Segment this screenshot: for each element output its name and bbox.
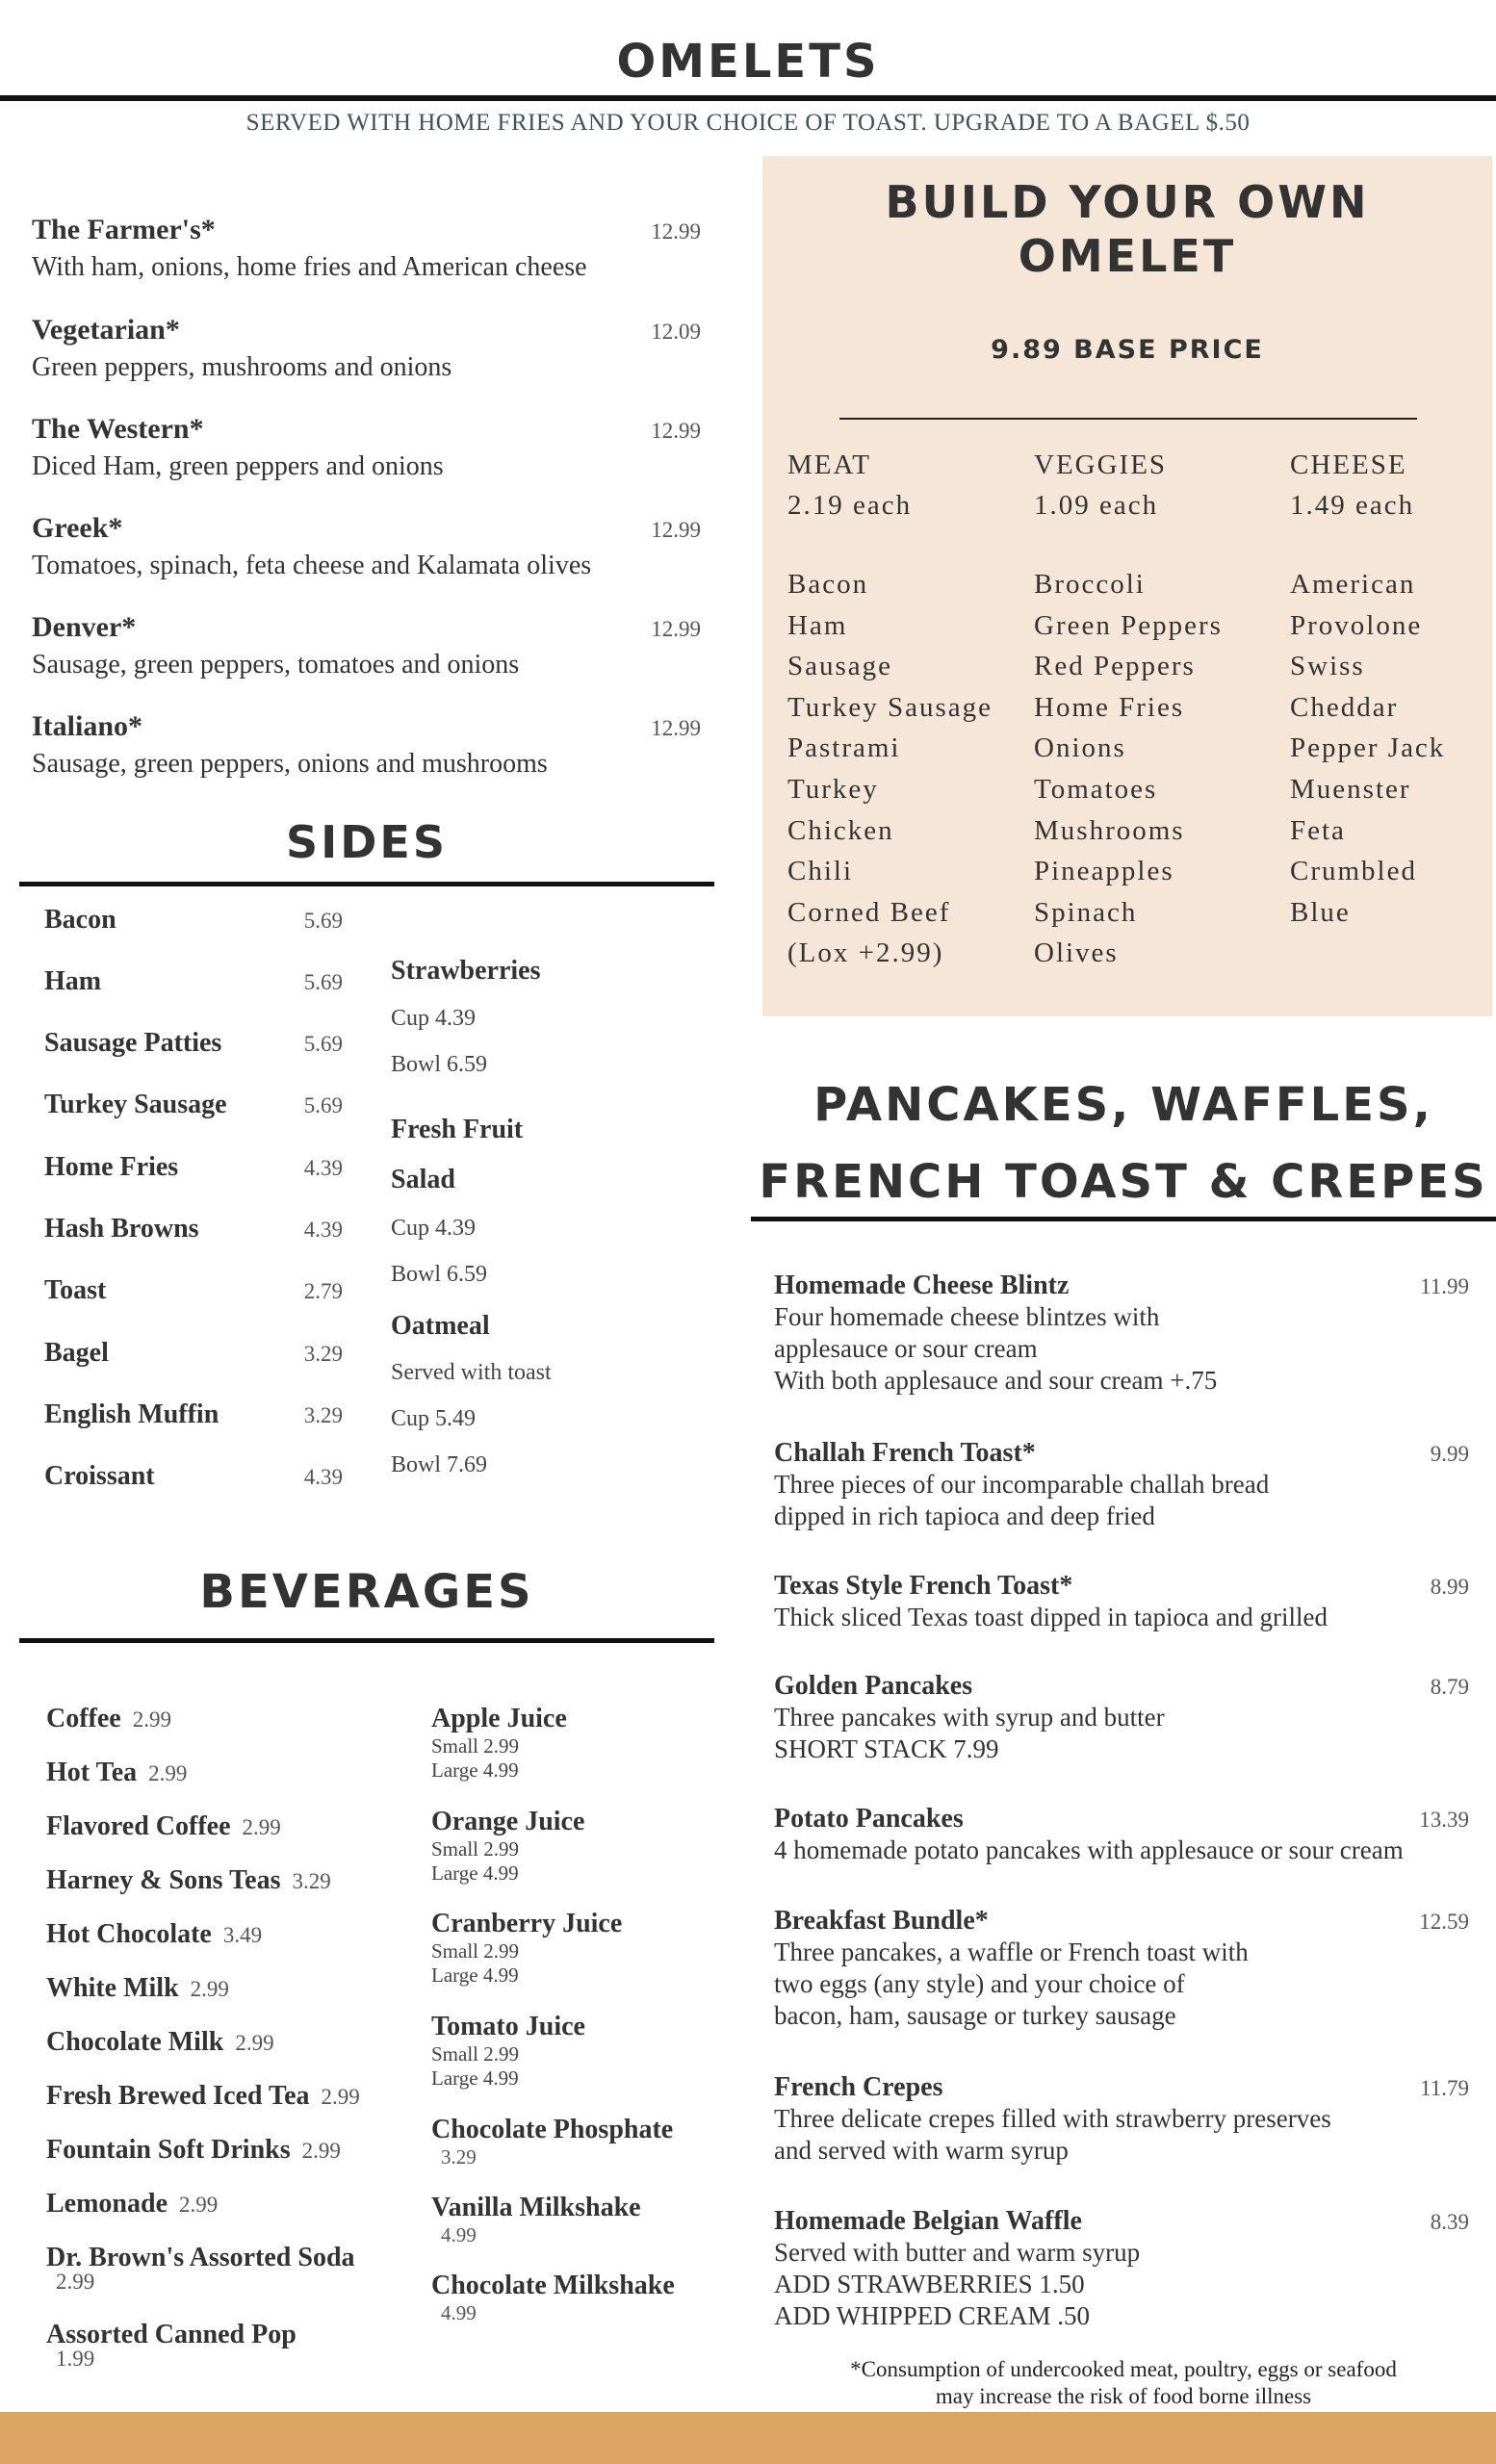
byo-cheese-price: 1.49 each xyxy=(1290,490,1415,521)
omelet-name: Italiano* xyxy=(32,710,143,742)
list-item: Tomatoes xyxy=(1034,773,1158,805)
pancake-item xyxy=(774,1804,1469,1866)
beverage-price: 1.99 xyxy=(56,2347,95,2371)
beverage-item xyxy=(46,2189,218,2220)
side-oatmeal xyxy=(391,1307,552,1488)
beverage-name: Hot Chocolate xyxy=(46,1919,212,1949)
side-cup-price: Cup 4.39 xyxy=(391,1006,477,1031)
list-item: Pineapples xyxy=(1034,856,1174,887)
pancake-name: Breakfast Bundle* xyxy=(774,1906,989,1936)
pancake-name: Homemade Belgian Waffle xyxy=(774,2206,1082,2236)
list-item: Corned Beef xyxy=(787,896,951,928)
list-item: Chili xyxy=(787,856,854,887)
beverage-item xyxy=(46,1704,171,1734)
side-bowl-price: Bowl 6.59 xyxy=(391,1262,488,1287)
byo-cheese-list xyxy=(1290,564,1445,933)
list-item: (Lox +2.99) xyxy=(787,937,944,969)
footnote-line2: may increase the risk of food borne illness xyxy=(935,2384,1312,2408)
omelet-desc: Green peppers, mushrooms and onions xyxy=(32,352,452,382)
side-note: Served with toast xyxy=(391,1360,552,1385)
omelets-title: OMELETS xyxy=(616,35,880,89)
omelet-name: The Western* xyxy=(32,413,204,445)
pancake-desc-line: SHORT STACK 7.99 xyxy=(774,1734,999,1763)
list-item: Pepper Jack xyxy=(1290,732,1446,764)
shake-price: 4.99 xyxy=(441,2223,477,2246)
pancake-price: 8.79 xyxy=(1430,1675,1469,1699)
beverage-name: Chocolate Milk xyxy=(46,2027,224,2057)
pancake-item xyxy=(774,2206,1469,2332)
side-name: English Muffin xyxy=(44,1399,219,1429)
side-price: 4.39 xyxy=(303,1465,343,1489)
omelet-desc: Diced Ham, green peppers and onions xyxy=(32,451,444,481)
list-item: Pastrami xyxy=(787,732,901,764)
pancake-desc-line: applesauce or sour cream xyxy=(774,1334,1038,1363)
juice-name: Apple Juice xyxy=(431,1704,567,1733)
list-item: American xyxy=(1290,569,1416,600)
omelet-price: 12.99 xyxy=(651,518,701,542)
pancake-item xyxy=(774,1438,1469,1532)
beverage-price: 2.99 xyxy=(242,1815,281,1839)
side-item xyxy=(44,1275,343,1306)
shake-name: Chocolate Milkshake xyxy=(431,2271,675,2300)
pancake-name: Golden Pancakes xyxy=(774,1671,973,1701)
omelet-desc: Sausage, green peppers, onions and mushrooms xyxy=(32,749,548,779)
pancake-name: Challah French Toast* xyxy=(774,1438,1036,1468)
pancake-item xyxy=(774,2072,1469,2167)
juice-name: Cranberry Juice xyxy=(431,1909,623,1938)
byo-veggies-price: 1.09 each xyxy=(1034,490,1159,521)
omelet-price: 12.99 xyxy=(651,219,701,244)
pancake-price: 12.59 xyxy=(1419,1910,1469,1934)
side-name: Sausage Patties xyxy=(44,1028,222,1058)
side-name: Hash Browns xyxy=(44,1214,199,1244)
juice-large-price: Large 4.99 xyxy=(431,1861,519,1885)
side-item xyxy=(44,1090,343,1120)
beverage-item xyxy=(46,1919,262,1950)
side-name: Turkey Sausage xyxy=(44,1090,227,1119)
omelet-price: 12.09 xyxy=(651,320,701,344)
omelet-name: Greek* xyxy=(32,512,123,544)
omelet-desc: Tomatoes, spinach, feta cheese and Kalamata olives xyxy=(32,551,592,580)
beverage-price: 2.99 xyxy=(132,1707,171,1732)
pancake-name: French Crepes xyxy=(774,2072,943,2102)
omelet-item xyxy=(32,413,701,482)
side-price: 5.69 xyxy=(303,909,343,933)
byo-veggies-list xyxy=(1034,564,1223,974)
list-item: Sausage xyxy=(787,651,893,682)
pancakes-title xyxy=(751,1066,1496,1220)
side-item xyxy=(44,1028,343,1059)
beverage-price: 3.29 xyxy=(292,1869,331,1893)
side-item xyxy=(44,1461,343,1492)
omelet-item xyxy=(32,710,701,780)
list-item: Blue xyxy=(1290,896,1351,928)
beverage-price: 2.99 xyxy=(56,2270,95,2294)
omelet-price: 12.99 xyxy=(651,419,701,443)
side-item xyxy=(44,1214,343,1245)
side-item xyxy=(44,905,343,936)
side-name: Strawberries xyxy=(391,956,541,986)
beverage-name: Fountain Soft Drinks xyxy=(46,2135,291,2165)
pancake-desc-line: two eggs (any style) and your choice of xyxy=(774,1969,1185,1998)
juice-small-price: Small 2.99 xyxy=(431,1939,520,1963)
pancake-name: Homemade Cheese Blintz xyxy=(774,1270,1070,1300)
beverage-name: Harney & Sons Teas xyxy=(46,1865,281,1895)
juice-name: Orange Juice xyxy=(431,1807,585,1836)
byo-meat-price: 2.19 each xyxy=(787,490,913,521)
omelet-item xyxy=(32,611,701,680)
omelet-price: 12.99 xyxy=(651,716,701,740)
side-name: Croissant xyxy=(44,1461,155,1491)
side-cup-price: Cup 5.49 xyxy=(391,1406,477,1431)
side-item xyxy=(44,966,343,997)
list-item: Crumbled xyxy=(1290,856,1417,887)
list-item: Cheddar xyxy=(1290,691,1399,723)
beverage-name: Flavored Coffee xyxy=(46,1811,231,1841)
pancake-desc-line: bacon, ham, sausage or turkey sausage xyxy=(774,2001,1176,2030)
byo-cheese-column xyxy=(1290,445,1445,933)
side-strawberries xyxy=(391,953,541,1088)
beverage-item xyxy=(46,2243,355,2295)
omelet-price: 12.99 xyxy=(651,617,701,641)
shake-price: 3.29 xyxy=(441,2145,477,2169)
juice-item xyxy=(431,2012,585,2091)
pancake-desc-line: ADD WHIPPED CREAM .50 xyxy=(774,2301,1091,2330)
beverage-name: Dr. Brown's Assorted Soda xyxy=(46,2243,355,2272)
beverage-price: 2.99 xyxy=(190,1977,229,2001)
list-item: Turkey xyxy=(787,773,879,805)
list-item: Provolone xyxy=(1290,609,1423,641)
bottom-band xyxy=(0,2412,1496,2464)
list-item: Turkey Sausage xyxy=(787,691,993,723)
byo-veggies-label: VEGGIES xyxy=(1034,449,1168,480)
beverage-price: 2.99 xyxy=(179,2193,219,2217)
side-name: Oatmeal xyxy=(391,1311,490,1341)
side-name: Home Fries xyxy=(44,1152,179,1182)
side-price: 5.69 xyxy=(303,1032,343,1056)
beverages-rule xyxy=(19,1638,714,1643)
shake-price: 4.99 xyxy=(441,2301,477,2324)
beverage-item xyxy=(46,2081,360,2112)
shake-name: Vanilla Milkshake xyxy=(431,2193,641,2222)
side-price: 3.29 xyxy=(303,1403,343,1427)
omelet-name: Vegetarian* xyxy=(32,314,180,346)
beverage-price: 2.99 xyxy=(235,2031,274,2055)
juice-item xyxy=(431,1909,622,1988)
juice-large-price: Large 4.99 xyxy=(431,1758,519,1782)
side-item xyxy=(44,1338,343,1369)
list-item: Red Peppers xyxy=(1034,651,1196,682)
pancakes-rule xyxy=(751,1217,1496,1221)
pancake-price: 9.99 xyxy=(1430,1442,1469,1466)
list-item: Feta xyxy=(1290,814,1346,846)
list-item: Spinach xyxy=(1034,896,1138,928)
list-item: Broccoli xyxy=(1034,569,1146,600)
beverage-price: 2.99 xyxy=(301,2139,341,2163)
byo-cheese-label: CHEESE xyxy=(1290,449,1407,480)
beverage-name: Coffee xyxy=(46,1704,121,1733)
shake-item xyxy=(431,2193,641,2247)
beverage-item xyxy=(46,1758,187,1788)
footnote xyxy=(751,2356,1496,2410)
shake-item xyxy=(431,2115,673,2169)
pancake-price: 8.39 xyxy=(1430,2210,1469,2234)
beverage-price: 2.99 xyxy=(148,1761,188,1785)
list-item: Home Fries xyxy=(1034,691,1185,723)
list-item: Ham xyxy=(787,609,848,641)
shake-item xyxy=(431,2271,675,2325)
side-price: 3.29 xyxy=(303,1342,343,1366)
omelet-item xyxy=(32,314,701,383)
side-price: 4.39 xyxy=(303,1218,343,1242)
beverage-name: White Milk xyxy=(46,1973,179,2003)
juice-large-price: Large 4.99 xyxy=(431,2066,519,2090)
omelet-name: The Farmer's* xyxy=(32,214,216,245)
byo-divider xyxy=(839,418,1417,420)
pancake-desc-line: Three pieces of our incomparable challah bread xyxy=(774,1470,1270,1499)
byo-title-line1: BUILD YOUR OWN xyxy=(885,176,1370,228)
sides-title: SIDES xyxy=(286,816,448,868)
beverage-price: 3.49 xyxy=(222,1923,263,1947)
omelet-desc: Sausage, green peppers, tomatoes and onions xyxy=(32,650,520,680)
side-item xyxy=(44,1152,343,1183)
side-price: 2.79 xyxy=(303,1279,343,1303)
side-name: Fresh Fruit xyxy=(391,1115,524,1144)
byo-title xyxy=(762,175,1492,283)
pancake-desc-line: Four homemade cheese blintzes with xyxy=(774,1302,1160,1331)
byo-title-line2: OMELET xyxy=(1018,230,1237,282)
pancake-price: 8.99 xyxy=(1430,1575,1469,1599)
list-item: Chicken xyxy=(787,814,894,846)
omelet-item xyxy=(32,512,701,581)
byo-veggies-column xyxy=(1034,445,1223,974)
pancake-item xyxy=(774,1270,1469,1397)
pancake-name: Texas Style French Toast* xyxy=(774,1571,1073,1601)
beverage-item xyxy=(46,1811,281,1842)
pancakes-title-line2: FRENCH TOAST & CREPES xyxy=(759,1155,1488,1209)
juice-small-price: Small 2.99 xyxy=(431,2042,520,2066)
byo-meat-label: MEAT xyxy=(787,449,871,480)
juice-item xyxy=(431,1807,584,1886)
list-item: Swiss xyxy=(1290,651,1365,682)
beverage-name: Hot Tea xyxy=(46,1758,138,1787)
omelets-subtitle: SERVED WITH HOME FRIES AND YOUR CHOICE OF TOAST. UPGRADE TO A BAGEL $.50 xyxy=(245,110,1251,136)
omelet-desc: With ham, onions, home fries and American cheese xyxy=(32,252,587,282)
pancake-item xyxy=(774,1906,1469,2032)
pancake-desc-line: Thick sliced Texas toast dipped in tapioca and grilled xyxy=(774,1603,1328,1631)
beverage-name: Fresh Brewed Iced Tea xyxy=(46,2081,310,2111)
juice-small-price: Small 2.99 xyxy=(431,1837,520,1861)
beverage-name: Assorted Canned Pop xyxy=(46,2320,297,2349)
juice-name: Tomato Juice xyxy=(431,2012,585,2041)
pancake-desc-line: Three delicate crepes filled with strawberry preserves xyxy=(774,2104,1331,2133)
sides-rule xyxy=(19,882,714,886)
pancake-price: 13.39 xyxy=(1419,1808,1469,1832)
omelet-name: Denver* xyxy=(32,611,137,643)
pancake-price: 11.79 xyxy=(1420,2076,1469,2100)
byo-meat-column xyxy=(787,445,993,974)
side-name: Ham xyxy=(44,966,102,996)
side-price: 5.69 xyxy=(303,970,343,994)
list-item: Mushrooms xyxy=(1034,814,1185,846)
pancake-desc-line: Three pancakes with syrup and butter xyxy=(774,1703,1165,1732)
juice-item xyxy=(431,1704,567,1783)
side-fruit-salad xyxy=(391,1105,523,1297)
pancake-desc-line: ADD STRAWBERRIES 1.50 xyxy=(774,2270,1085,2298)
list-item: Onions xyxy=(1034,732,1126,764)
pancake-desc-line: dipped in rich tapioca and deep fried xyxy=(774,1502,1155,1530)
list-item: Green Peppers xyxy=(1034,609,1223,641)
beverage-name: Lemonade xyxy=(46,2189,168,2219)
shake-name: Chocolate Phosphate xyxy=(431,2115,674,2144)
beverage-price: 2.99 xyxy=(321,2085,360,2109)
pancake-price: 11.99 xyxy=(1420,1274,1469,1298)
side-name: Salad xyxy=(391,1165,455,1194)
pancake-desc-line: Three pancakes, a waffle or French toast with xyxy=(774,1938,1249,1966)
juice-small-price: Small 2.99 xyxy=(431,1734,520,1758)
side-name: Toast xyxy=(44,1275,107,1305)
beverage-item xyxy=(46,2320,297,2372)
beverage-item xyxy=(46,1973,229,2004)
pancake-desc-line: Served with butter and warm syrup xyxy=(774,2238,1141,2267)
pancake-desc-line: With both applesauce and sour cream +.75 xyxy=(774,1366,1218,1395)
side-bowl-price: Bowl 7.69 xyxy=(391,1452,488,1477)
pancake-item xyxy=(774,1571,1469,1633)
pancake-item xyxy=(774,1671,1469,1765)
beverage-item xyxy=(46,2027,274,2058)
build-your-own-panel xyxy=(762,156,1492,1016)
side-name: Bagel xyxy=(44,1338,109,1368)
side-cup-price: Cup 4.39 xyxy=(391,1216,477,1241)
side-price: 4.39 xyxy=(303,1156,343,1180)
side-price: 5.69 xyxy=(303,1093,343,1117)
beverage-item xyxy=(46,1865,331,1896)
list-item: Muenster xyxy=(1290,773,1411,805)
beverages-title: BEVERAGES xyxy=(199,1565,534,1619)
list-item: Olives xyxy=(1034,937,1119,969)
side-name: Bacon xyxy=(44,905,116,935)
omelets-rule xyxy=(0,95,1496,101)
pancake-desc-line: 4 homemade potato pancakes with applesauce or sour cream xyxy=(774,1835,1404,1864)
juice-large-price: Large 4.99 xyxy=(431,1964,519,1987)
footnote-line1: *Consumption of undercooked meat, poultry, eggs or seafood xyxy=(850,2357,1397,2381)
byo-meat-list xyxy=(787,564,993,974)
byo-base-price: 9.89 BASE PRICE xyxy=(991,335,1264,365)
side-bowl-price: Bowl 6.59 xyxy=(391,1052,488,1077)
side-item xyxy=(44,1399,343,1430)
omelet-item xyxy=(32,214,701,283)
pancake-name: Potato Pancakes xyxy=(774,1804,964,1834)
pancake-desc-line: and served with warm syrup xyxy=(774,2136,1069,2165)
pancakes-title-line1: PANCAKES, WAFFLES, xyxy=(813,1078,1433,1132)
list-item: Bacon xyxy=(787,569,869,600)
beverage-item xyxy=(46,2135,341,2166)
